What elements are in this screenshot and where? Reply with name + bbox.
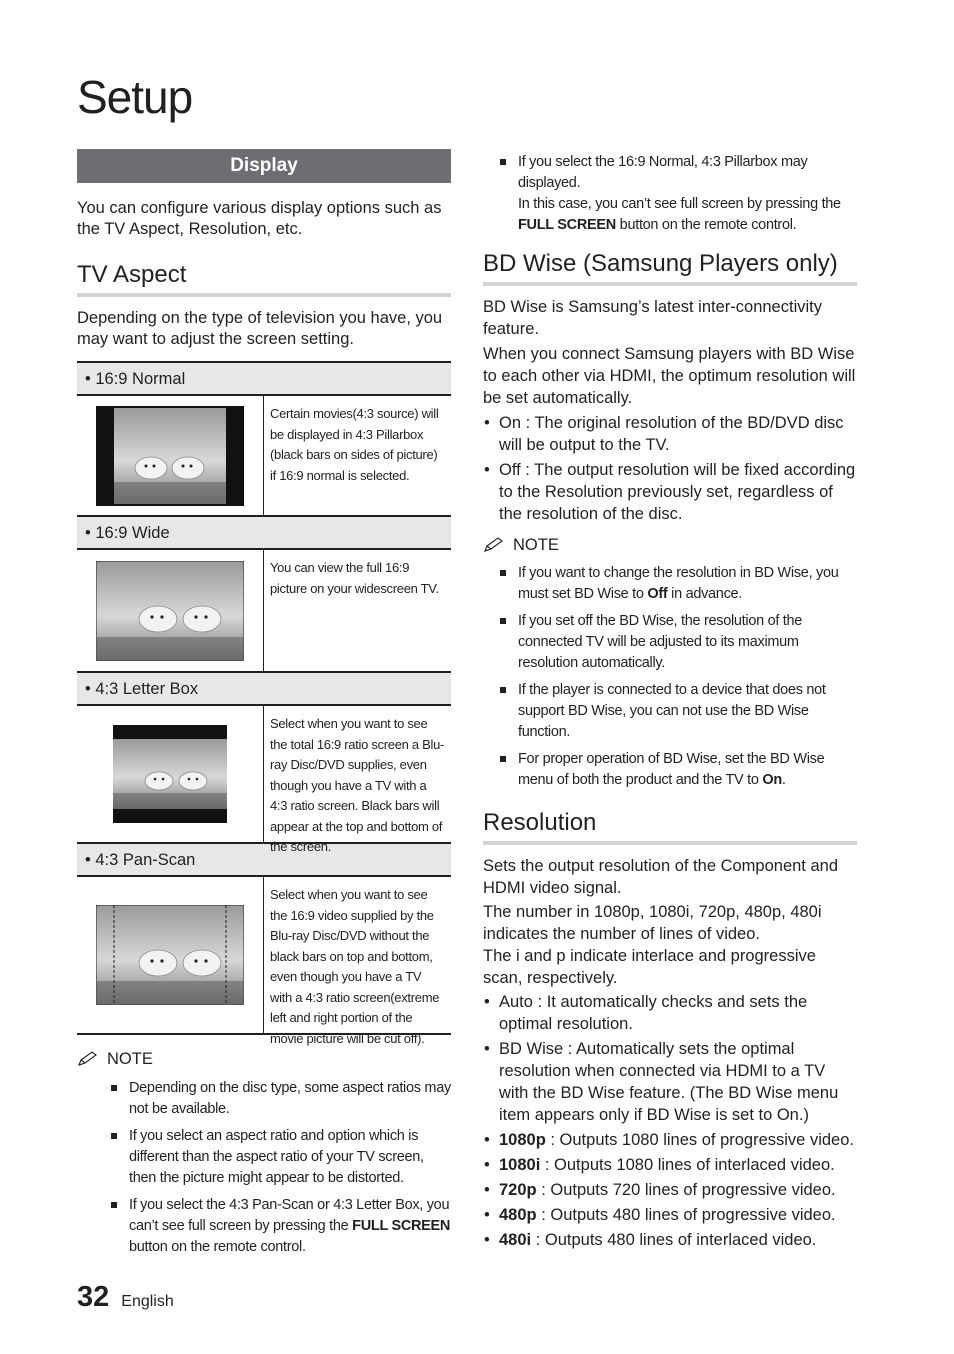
option-keyword: On: [499, 414, 522, 432]
pencil-icon: [77, 1051, 99, 1067]
note-text: For proper operation of BD Wise, set the BD Wise menu of both the product and the TV to: [518, 751, 825, 788]
aspect-image-cell: [77, 877, 264, 1033]
note-text: If you set off the BD Wise, the resolution of the connected TV will be adjusted to its maximum resolution automatically.: [518, 613, 803, 671]
option-keyword: 480p: [499, 1206, 537, 1224]
note-item: [466, 611, 857, 674]
option-keyword: 720p: [499, 1181, 537, 1199]
page-number: 32: [77, 1281, 110, 1313]
panscan-puppies-image: [96, 905, 244, 1005]
tv-aspect-heading: TV Aspect: [77, 261, 451, 297]
option-keyword: 1080p: [499, 1131, 546, 1149]
aspect-image-cell: [77, 550, 264, 671]
resolution-option: [483, 1129, 857, 1151]
aspect-option-row: [77, 706, 451, 854]
note-text: in advance.: [667, 586, 743, 602]
note-text: button on the remote control.: [129, 1239, 306, 1255]
page-language: English: [121, 1293, 174, 1310]
resolution-option: [483, 991, 857, 1035]
aspect-option-label: • 4:3 Letter Box: [77, 673, 451, 706]
resolution-p1: Sets the output resolution of the Component and HDMI video signal.: [483, 857, 838, 897]
aspect-option-row: [77, 396, 451, 517]
right-column: [483, 152, 857, 1254]
option-text: : Outputs 480 lines of progressive video.: [536, 1206, 836, 1224]
resolution-option: [483, 1229, 857, 1251]
aspect-desc-cell: [264, 877, 451, 1046]
resolution-option: [483, 1154, 857, 1176]
pencil-icon: [483, 537, 505, 553]
pillarbox-note: [466, 152, 857, 236]
aspect-option-row: [77, 877, 451, 1046]
tv-aspect-intro: Depending on the type of television you have, you may want to adjust the screen setting.: [77, 309, 443, 348]
bd-wise-p2: When you connect Samsung players with BD Wise to each other via HDMI, the optimum resolution will be set automatically.: [483, 345, 856, 407]
remote-key-label: FULL SCREEN: [518, 217, 616, 233]
aspect-desc-cell: [264, 550, 451, 671]
note-text: If the player is connected to a device that does not support BD Wise, you can not use the BD Wise function.: [518, 682, 826, 740]
aspect-option-row: [77, 550, 451, 673]
resolution-p2: The number in 1080p, 1080i, 720p, 480p, 480i indicates the number of lines of video.: [483, 903, 822, 943]
note-text: .: [781, 772, 786, 788]
note-text: If you want to change the resolution in BD Wise, you must set BD Wise to: [518, 565, 839, 602]
note-item: [77, 1078, 451, 1120]
note-text: If you select an aspect ratio and option which is different than the aspect ratio of your TV screen, then the picture might appear to be distorted.: [129, 1128, 424, 1186]
setting-key-label: Off: [647, 586, 668, 602]
aspect-option-desc: You can view the full 16:9 picture on your widescreen TV.: [270, 560, 439, 596]
resolution-option: [483, 1179, 857, 1201]
option-text: : Outputs 1080 lines of interlaced video.: [540, 1156, 835, 1174]
aspect-option-label: • 16:9 Wide: [77, 517, 451, 550]
aspect-option-desc: Select when you want to see the total 16:9 ratio screen a Blu-ray Disc/DVD supplies, even though you have a TV with a 4:3 ratio screen. Black bars will appear at the top and bottom of the screen.: [270, 716, 445, 854]
option-keyword: BD Wise: [499, 1040, 564, 1058]
option-text: : Automatically sets the optimal resolution when connected via HDMI to a TV with the BD Wise feature. (The BD Wise menu item appears only if BD Wise is set to On.): [499, 1040, 839, 1124]
note-item: [77, 1126, 451, 1189]
note-text: If you select the 16:9 Normal, 4:3 Pillarbox may displayed.: [518, 154, 808, 191]
aspect-option-desc: Select when you want to see the 16:9 video supplied by the Blu-ray Disc/DVD without the black bars on top and bottom, even though you have a TV with a 4:3 ratio screen(extreme left and right portion of the movie picture will be cut off).: [270, 887, 440, 1046]
widescreen-puppies-image: [96, 561, 244, 661]
option-keyword: Auto: [499, 993, 533, 1011]
bd-wise-options: [483, 412, 857, 525]
aspect-option-label: • 4:3 Pan-Scan: [77, 844, 451, 877]
setting-key-label: On: [762, 772, 782, 788]
note-label: NOTE: [107, 1050, 153, 1068]
left-column: [77, 149, 451, 1264]
bd-wise-note-title: [483, 535, 857, 555]
aspect-desc-cell: [264, 706, 451, 854]
letterbox-puppies-image: [113, 725, 227, 823]
option-keyword: 1080i: [499, 1156, 541, 1174]
note-item: [466, 563, 857, 605]
aspect-option-label: • 16:9 Normal: [77, 363, 451, 396]
display-intro: You can configure various display options such as the TV Aspect, Resolution, etc.: [77, 199, 442, 238]
resolution-option: [483, 1204, 857, 1226]
aspect-option-desc: Certain movies(4:3 source) will be displayed in 4:3 Pillarbox (black bars on sides of picture) if 16:9 normal is selected.: [270, 406, 439, 483]
page-footer: [77, 1283, 174, 1312]
bd-wise-option: [483, 459, 857, 525]
bd-wise-p1: BD Wise is Samsung’s latest inter-connectivity feature.: [483, 298, 822, 338]
note-text: In this case, you can’t see full screen by pressing the: [518, 196, 841, 212]
note-text: button on the remote control.: [615, 217, 797, 233]
bd-wise-notes: [466, 563, 857, 791]
note-label: NOTE: [513, 536, 559, 554]
tv-aspect-notes: [77, 1078, 451, 1258]
resolution-option: [483, 1038, 857, 1126]
option-keyword: 480i: [499, 1231, 532, 1249]
option-keyword: Off: [499, 461, 521, 479]
resolution-options: [483, 991, 857, 1251]
bd-wise-option: [483, 412, 857, 456]
note-text: Depending on the disc type, some aspect ratios may not be available.: [129, 1080, 451, 1117]
note-item: [466, 680, 857, 743]
tv-aspect-note-title: [77, 1049, 451, 1069]
aspect-table: [77, 361, 451, 1046]
remote-key-label: FULL SCREEN: [352, 1218, 451, 1234]
aspect-image-cell: [77, 396, 264, 515]
display-section-bar: Display: [77, 149, 451, 183]
note-item: [77, 1195, 451, 1258]
option-text: : Outputs 1080 lines of progressive video.: [545, 1131, 854, 1149]
note-item: [466, 749, 857, 791]
option-text: : It automatically checks and sets the optimal resolution.: [499, 993, 808, 1033]
resolution-p3: The i and p indicate interlace and progressive scan, respectively.: [483, 947, 816, 987]
note-item: [466, 152, 857, 236]
option-text: : The output resolution will be fixed according to the Resolution previously set, regardless of the resolution of the disc.: [499, 461, 856, 523]
aspect-image-cell: [77, 706, 264, 842]
option-text: : Outputs 480 lines of interlaced video.: [531, 1231, 817, 1249]
note-text: If you select the 4:3 Pan-Scan or 4:3 Letter Box, you can’t see full screen by pressing the: [129, 1197, 450, 1234]
option-text: : The original resolution of the BD/DVD disc will be output to the TV.: [499, 414, 844, 454]
resolution-heading: Resolution: [483, 809, 857, 845]
bd-wise-heading: BD Wise (Samsung Players only): [483, 250, 857, 286]
page-title: Setup: [77, 71, 193, 123]
pillarbox-puppies-image: [96, 406, 244, 506]
aspect-desc-cell: [264, 396, 451, 515]
option-text: : Outputs 720 lines of progressive video.: [536, 1181, 836, 1199]
